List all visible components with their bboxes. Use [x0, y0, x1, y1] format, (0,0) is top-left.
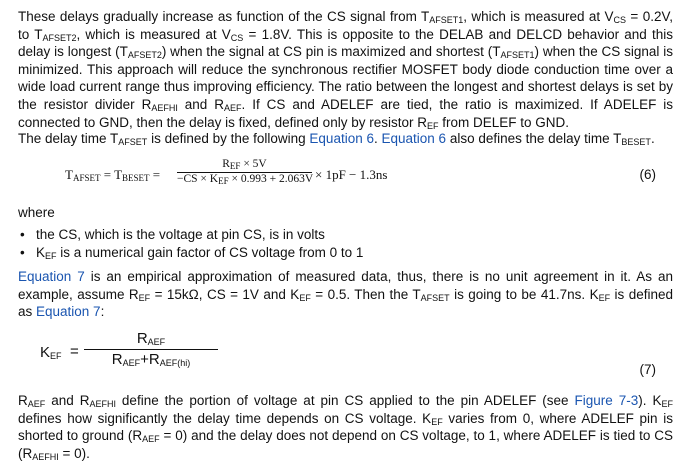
- equation-7-fraction: $R_{AEF}$ $R_{AEF}+R_{AEF(hi)}$: [84, 330, 218, 369]
- equation-7-number: (7): [639, 362, 656, 377]
- equation-6-number: (6): [639, 167, 656, 182]
- equation-7-link[interactable]: Equation 7: [18, 269, 85, 284]
- equation-6-link-2[interactable]: Equation 6: [381, 131, 447, 146]
- where-label: where: [18, 205, 55, 220]
- list-item: • $K_{EF}$ is a numerical gain factor of CS voltage from 0 to 1: [18, 244, 363, 262]
- paragraph-kef-description: $R_{AEF}$ and $R_{AEFHI}$ define the portion of voltage at pin CS applied to the pin ADELEF (see Figure 7-3). $K_{EF}$ defines how significantly the delay time depends on CS voltage. $K_{EF}$ varies from 0, where ADELEF pin is shorted to ground $(R_{AEF} = 0)$ and the delay does not depend on CS voltage, to 1, where ADELEF is tied to CS $(R_{AEFHI} = 0)$.: [18, 393, 673, 462]
- paragraph-delay-definition: The delay time $T_{AFSET}$ is defined by the following Equation 6. Equation 6 also defines the delay time $T_{BESET}$.: [18, 131, 655, 147]
- equation-6-fraction: $R_{EF} \times 5V$ $-CS \times K_{EF} \times 0.993 + 2.063V$: [177, 158, 314, 186]
- variable-list: [18, 226, 363, 262]
- equation-7: $K_{EF}$ = $R_{AEF}$ $R_{AEF}+R_{AEF(hi)}$: [40, 330, 200, 378]
- paragraph-equation-7-example: Equation 7 is an empirical approximation of measured data, thus, there is no unit agreement in it. As an example, assume $R_{EF} = 15k\Omega$, CS = 1V and $K_{EF} = 0.5$. Then the $T_{AFSET}$ is going to be 41.7ns. $K_{EF}$ is defined as Equation 7:: [18, 269, 673, 320]
- equation-6: $T_{AFSET} = T_{BESET}$ = $R_{EF} \times 5V$ $-CS \times K_{EF} \times 0.993 + 2.063V$ × 1pF − 1.3ns: [65, 158, 388, 186]
- list-item: • the CS, which is the voltage at pin CS, is in volts: [18, 226, 363, 244]
- equation-6-link[interactable]: Equation 6: [309, 131, 374, 146]
- figure-7-3-link[interactable]: Figure 7-3: [574, 393, 639, 408]
- paragraph-delay-behavior: These delays gradually increase as function of the CS signal from $T_{AFSET1}$, which is measured at $V_{CS} = 0.2V$, to $T_{AFSET2}$, which is measured at $V_{CS} = 1.8V$. This is opposite to the DELAB and DELCD behavior and this delay is longest $(T_{AFSET2})$ when the signal at CS pin is maximized and shortest $(T_{AFSET1})$ when the CS signal is minimized. This approach will reduce the synchronous rectifier MOSFET body diode conduction time over a wide load current range thus improving efficiency. The ratio between the longest and shortest delays is set by the resistor divider $R_{AEFHI}$ and $R_{AEF}$. If CS and ADELEF are tied, the ratio is maximized. If ADELEF is connected to GND, then the delay is fixed, defined only by resistor $R_{EF}$ from DELEF to GND.: [18, 9, 674, 131]
- equation-7-link-2[interactable]: Equation 7: [36, 304, 101, 320]
